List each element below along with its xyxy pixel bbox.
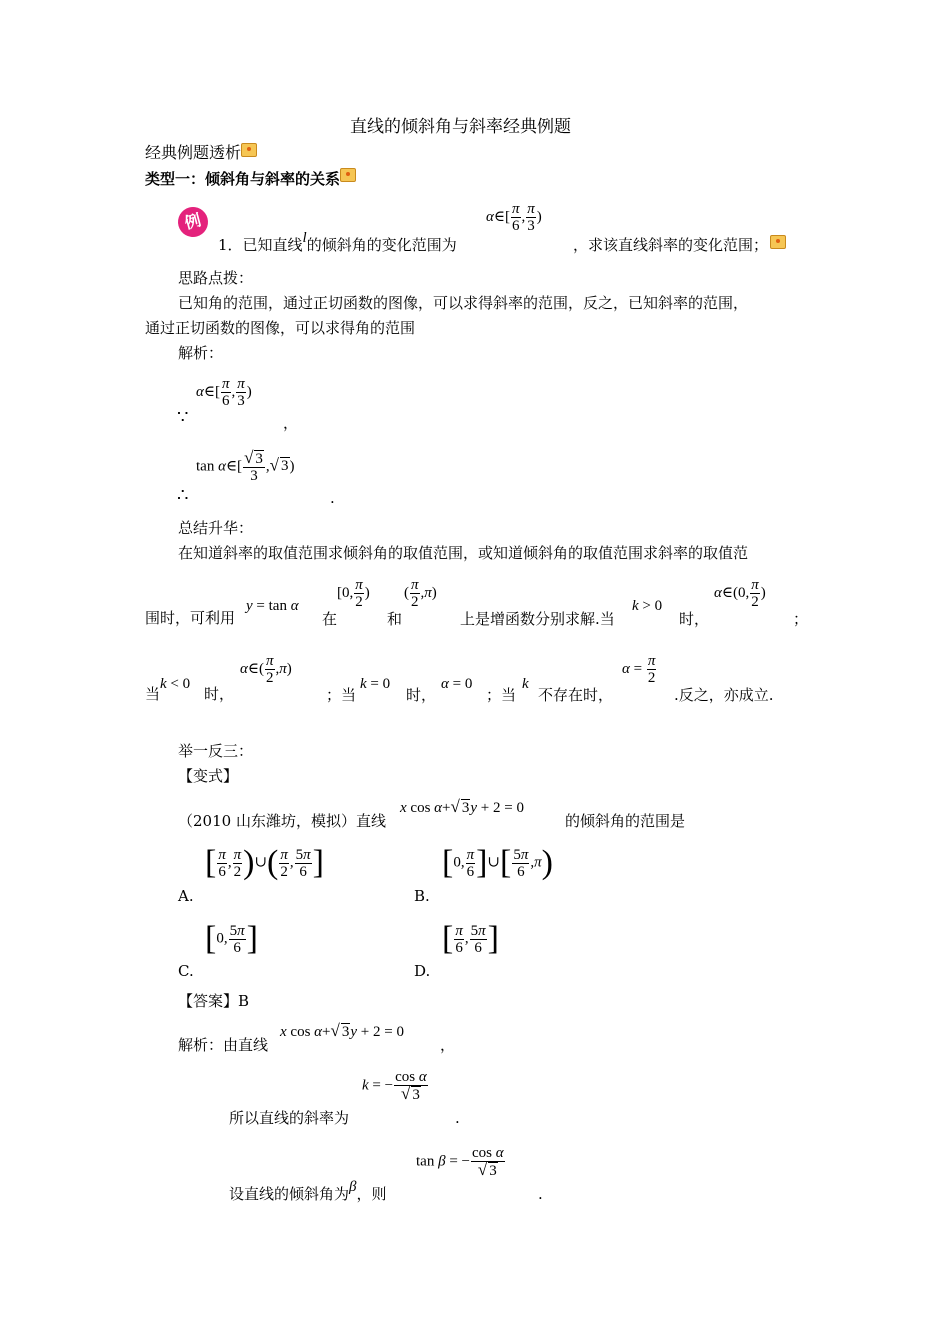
alpha-range-formula: α∈[ $\frac{\pi}{6}$ , $\frac{\pi}{3}$ ) xyxy=(196,376,252,409)
section-heading-text: 经典例题透析 xyxy=(145,143,242,162)
option-b-formula: [0, $\frac{\pi}{6}$ ]∪[ $\frac{5\pi}{6}$ ,π) xyxy=(442,844,553,881)
period: . xyxy=(330,489,335,507)
line3-text-b: 时， xyxy=(204,685,235,703)
line3-text-d: 时， xyxy=(406,686,437,704)
angle-text-then: ，则 xyxy=(356,1185,387,1203)
folder-icon[interactable] xyxy=(770,235,786,249)
summary-text-f: ； xyxy=(793,610,809,628)
option-c-label[interactable]: C. xyxy=(178,962,194,980)
summary-text-d: 上是增函数分别求解.当 xyxy=(460,610,615,628)
variant-label: 【变式】 xyxy=(178,767,239,785)
summary-text-e: 时， xyxy=(679,610,710,628)
angle-text xyxy=(229,1179,387,1205)
angle-text-main: 设直线的倾斜角为 xyxy=(229,1185,350,1203)
variant-prefix: （2010 山东潍坊，模拟）直线 xyxy=(178,812,386,830)
beta-symbol: β xyxy=(349,1179,357,1195)
solution-label: 解析： xyxy=(178,344,224,362)
comma: ， xyxy=(283,414,299,432)
line3-text-a: 当 xyxy=(145,685,161,703)
y-tan-formula: y = tan α xyxy=(246,598,299,614)
dot-2: . xyxy=(538,1185,543,1203)
line3-text-e: ；当 xyxy=(486,686,517,704)
option-c-formula: [0, $\frac{5\pi}{6}$ ] xyxy=(205,920,258,957)
example-badge-icon: 例 xyxy=(175,204,212,241)
because-symbol: ∵ xyxy=(177,407,189,428)
k-zero: k = 0 xyxy=(360,676,391,692)
therefore-symbol: ∴ xyxy=(177,485,189,506)
tan-beta-formula: tan β = − $\frac{\text{cos α}}{√ 3}$ xyxy=(416,1145,504,1179)
example-1-prefix xyxy=(218,230,457,256)
alpha-0-pi2: α∈(0, $\frac{\pi}{2}$ ) xyxy=(714,577,766,610)
k-symbol: k xyxy=(522,676,529,692)
solution-2-prefix: 解析：由直线 xyxy=(178,1036,269,1054)
summary-line-1: 在知道斜率的取值范围求倾斜角的取值范围，或知道倾斜角的取值范围求斜率的取值范 xyxy=(178,544,749,562)
interval-pi2-pi: ( $\frac{\pi}{2}$ ,π) xyxy=(404,577,437,610)
option-a-formula: [ $\frac{\pi}{6}$ , $\frac{\pi}{2}$ )∪( $\frac{\pi}{2}$ , $\frac{5\pi}{6}$ ] xyxy=(205,844,324,881)
section-heading xyxy=(145,143,257,163)
option-d-formula: [ $\frac{\pi}{6}$ , $\frac{5\pi}{6}$ ] xyxy=(442,920,499,957)
interval-0-pi2: [0, $\frac{\pi}{2}$ ) xyxy=(337,577,370,610)
tan-range-formula: tan α∈[ $\frac{√ 3}{3}$ ,√ 3) xyxy=(196,448,295,484)
slope-text: 所以直线的斜率为 xyxy=(229,1109,350,1127)
example-1-prefix-text: 1．已知直线 xyxy=(218,236,303,254)
alpha-zero: α = 0 xyxy=(441,676,473,692)
type-heading xyxy=(145,168,356,189)
k-positive: k > 0 xyxy=(632,598,663,614)
page-title: 直线的倾斜角与斜率经典例题 xyxy=(350,117,571,137)
option-b-label[interactable]: B. xyxy=(414,887,430,905)
hint-label: 思路点拨： xyxy=(178,269,254,287)
alpha-pi2-pi: α∈( $\frac{\pi}{2}$ ,π) xyxy=(240,653,292,686)
type-heading-text: 类型一：倾斜角与斜率的关系 xyxy=(145,170,341,188)
option-a-label[interactable]: A. xyxy=(178,887,194,905)
line-equation: x cos α+√ 3y + 2 = 0 xyxy=(280,1021,404,1040)
line3-text-f: 不存在时， xyxy=(538,686,614,704)
alpha-pi2: α = $\frac{\pi}{2}$ xyxy=(622,653,656,686)
line3-text-g: .反之，亦成立. xyxy=(674,686,774,704)
example-1-mid-text: 的倾斜角的变化范围为 xyxy=(306,236,457,254)
option-d-label[interactable]: D. xyxy=(414,962,431,980)
dot-1: . xyxy=(455,1109,460,1127)
slope-formula: k = − $\frac{\text{cos α}}{√ 3}$ xyxy=(362,1069,427,1103)
solution-2-comma: ， xyxy=(440,1036,456,1054)
example-1-suffix xyxy=(573,235,786,255)
variant-suffix: 的倾斜角的范围是 xyxy=(565,812,686,830)
line3-text-c: ；当 xyxy=(326,686,357,704)
summary-label: 总结升华： xyxy=(178,519,254,537)
example-1-suffix-text: ，求该直线斜率的变化范围； xyxy=(573,236,769,254)
line-l-symbol: l xyxy=(302,230,307,246)
practice-label: 举一反三： xyxy=(178,742,254,760)
line-equation: x cos α+√ 3y + 2 = 0 xyxy=(400,797,524,816)
summary-text-c: 和 xyxy=(387,610,403,628)
hint-line-1: 已知角的范围，通过正切函数的图像，可以求得斜率的范围，反之，已知斜率的范围， xyxy=(178,294,749,312)
alpha-range-formula: α∈[ $\frac{\pi}{6}$ , $\frac{\pi}{3}$ ) xyxy=(486,201,542,234)
k-negative: k < 0 xyxy=(160,676,191,692)
hint-line-2: 通过正切函数的图像，可以求得角的范围 xyxy=(145,319,416,337)
folder-icon[interactable] xyxy=(241,143,257,157)
summary-text-a: 围时，可利用 xyxy=(145,609,236,627)
summary-text-b: 在 xyxy=(322,610,338,628)
answer: 【答案】B xyxy=(178,992,250,1010)
folder-icon[interactable] xyxy=(340,168,356,182)
